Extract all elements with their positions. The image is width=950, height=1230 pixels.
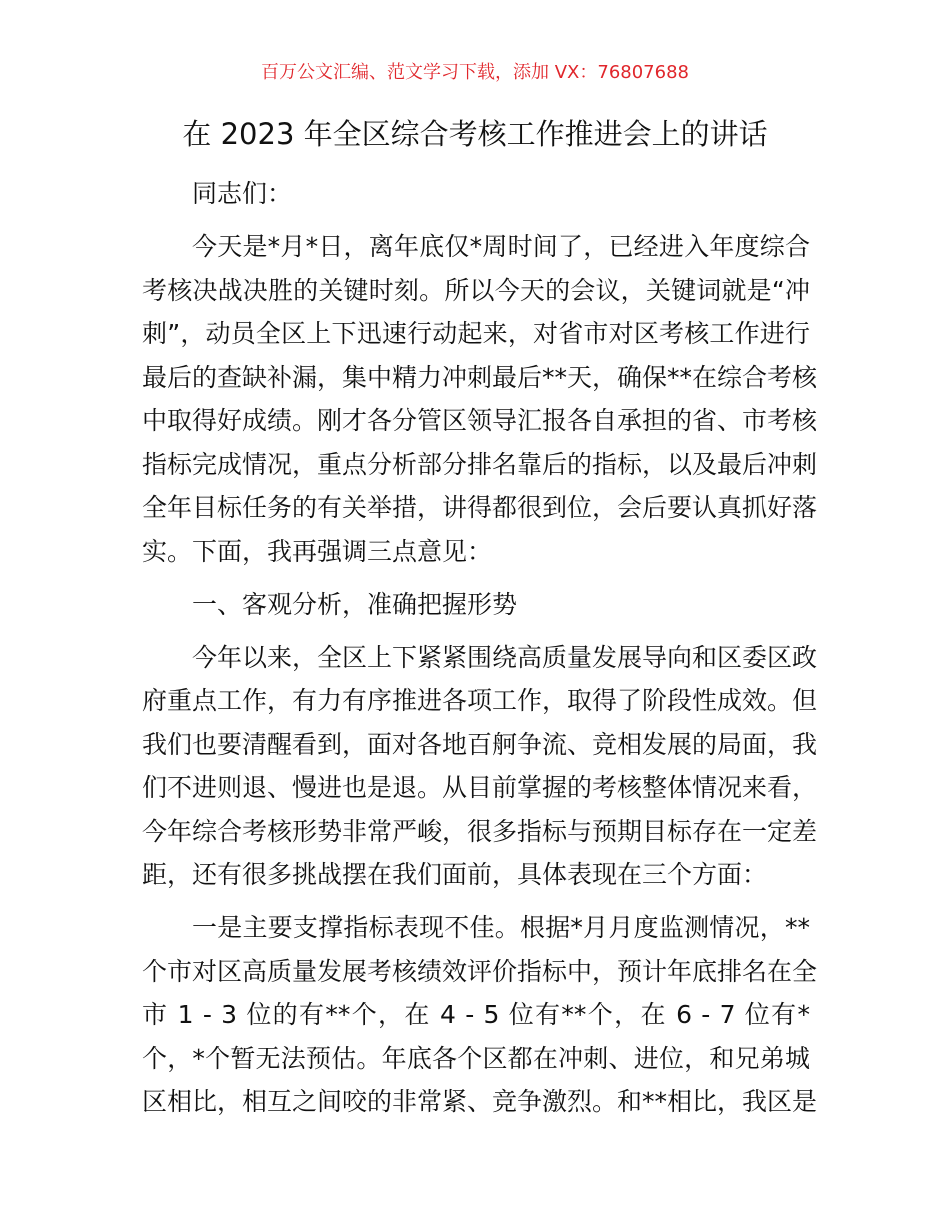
text-line: 府重点工作，有力有序推进各项工作，取得了阶段性成效。但: [142, 686, 818, 715]
text-line: 今年综合考核形势非常严峻，很多指标与预期目标存在一定差: [142, 816, 818, 846]
text-line: 刺”，动员全区上下迅速行动起来，对省市对区考核工作进行: [142, 319, 810, 348]
paragraph: [142, 636, 818, 897]
text-line: 同志们：: [192, 179, 293, 208]
text-line: 实。下面，我再强调三点意见：: [142, 536, 493, 566]
text-line: 全年目标任务的有关举措，讲得都很到位，会后要认真抓好落: [142, 493, 818, 522]
text-line: 个市对区高质量发展考核绩效评价指标中，预计年底排名在全: [142, 956, 818, 986]
text-line: 今年以来，全区上下紧紧围绕高质量发展导向和区委区政: [192, 642, 818, 672]
document-body: [142, 172, 818, 1133]
text-line: 距，还有很多挑战摆在我们面前，具体表现在三个方面：: [142, 860, 768, 889]
text-line: 区相比，相互之间咬的非常紧、竞争激烈。和**相比，我区是: [142, 1087, 818, 1116]
text-line: 今天是*月*日，离年底仅*周时间了，已经进入年度综合: [192, 232, 810, 261]
paragraph: [142, 583, 810, 627]
text-line: 考核决战决胜的关键时刻。所以今天的会议，关键词就是“冲: [142, 275, 810, 305]
paragraph: [142, 172, 810, 216]
text-line: 个，*个暂无法预估。年底各个区都在冲刺、进位，和兄弟城: [142, 1043, 810, 1073]
paragraph: [142, 225, 818, 573]
paragraph: [142, 906, 818, 1124]
document-title: 在 2023 年全区综合考核工作推进会上的讲话: [182, 117, 768, 151]
text-line: 一是主要支撑指标表现不佳。根据*月月度监测情况，**: [192, 913, 810, 942]
text-line: 最后的查缺补漏，集中精力冲刺最后**天，确保**在综合考核: [142, 362, 818, 392]
text-line: 市 1 - 3 位的有**个，在 4 - 5 位有**个，在 6 - 7 位有*: [142, 1000, 810, 1029]
text-line: 指标完成情况，重点分析部分排名靠后的指标，以及最后冲刺: [142, 449, 818, 479]
text-line: 一、客观分析，准确把握形势: [192, 589, 518, 619]
text-line: 中取得好成绩。刚才各分管区领导汇报各自承担的省、市考核: [142, 406, 818, 435]
text-line: 我们也要清醒看到，面对各地百舸争流、竞相发展的局面，我: [142, 729, 818, 759]
text-line: 们不进则退、慢进也是退。从目前掌握的考核整体情况来看，: [142, 773, 818, 802]
watermark-header: 百万公文汇编、范文学习下载，添加 VX：76807688: [261, 62, 689, 83]
